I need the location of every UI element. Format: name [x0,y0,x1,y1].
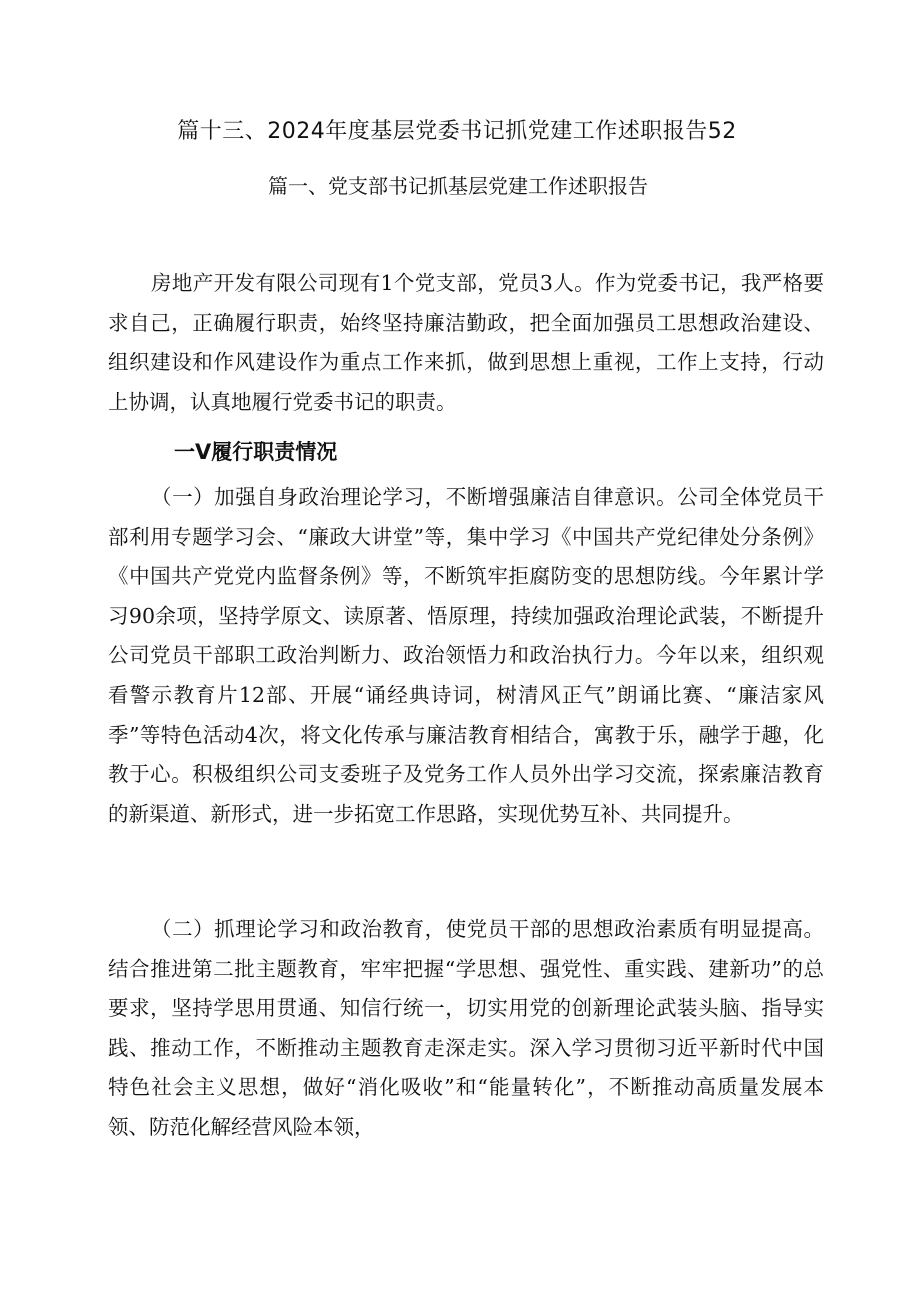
toc-entry-chapter-1[interactable]: 篇一、党支部书记抓基层党建工作述职报告 [268,174,648,198]
intro-paragraph: 房地产开发有限公司现有1个党支部，党员3人。作为党委书记，我严格要求自己，正确履行职责，始终坚持廉洁勤政，把全面加强员工思想政治建设、组织建设和作风建设作为重点工作来抓，做到思想上重视，工作上支持，行动上协调，认真地履行党委书记的职责。 [108,271,824,414]
paragraph-theory-education: （二）抓理论学习和政治教育，使党员干部的思想政治素质有明显提高。结合推进第二批主题教育，牢牢把握“学思想、强党性、重实践、建新功”的总要求，坚持学思用贯通、知信行统一，切实用党的创新理论武装头脑、指导实践、推动工作，不断推动主题教育走深走实。深入学习贯彻习近平新时代中国特色社会主义思想，做好“消化吸收”和“能量转化”，不断推动高质量发展本领、防范化解经营风险本领， [108,917,824,1139]
section-heading-duties: 一V履行职责情况 [174,440,338,464]
section-1-paragraph-1 [108,478,824,834]
intro-section [108,264,824,422]
toc-entry-chapter-13[interactable]: 篇十三、2024年度基层党委书记抓党建工作述职报告52 [177,119,737,144]
paragraph-political-study: （一）加强自身政治理论学习，不断增强廉洁自律意识。公司全体党员干部利用专题学习会、“廉政大讲堂”等，集中学习《中国共产党纪律处分条例》《中国共产党党内监督条例》等，不断筑牢拒腐防变的思想防线。今年累计学习90余项，坚持学原文、读原著、悟原理，持续加强政治理论武装，不断提升公司党员干部职工政治判断力、政治领悟力和政治执行力。今年以来，组织观看警示教育片12部、开展“诵经典诗词，树清风正气”朗诵比赛、“廉洁家风季”等特色活动4次，将文化传承与廉洁教育相结合，寓教于乐，融学于趣，化教于心。积极组织公司支委班子及党务工作人员外出学习交流，探索廉洁教育的新渠道、新形式，进一步拓宽工作思路，实现优势互补、共同提升。 [108,485,824,826]
section-1-paragraph-2 [108,910,824,1148]
